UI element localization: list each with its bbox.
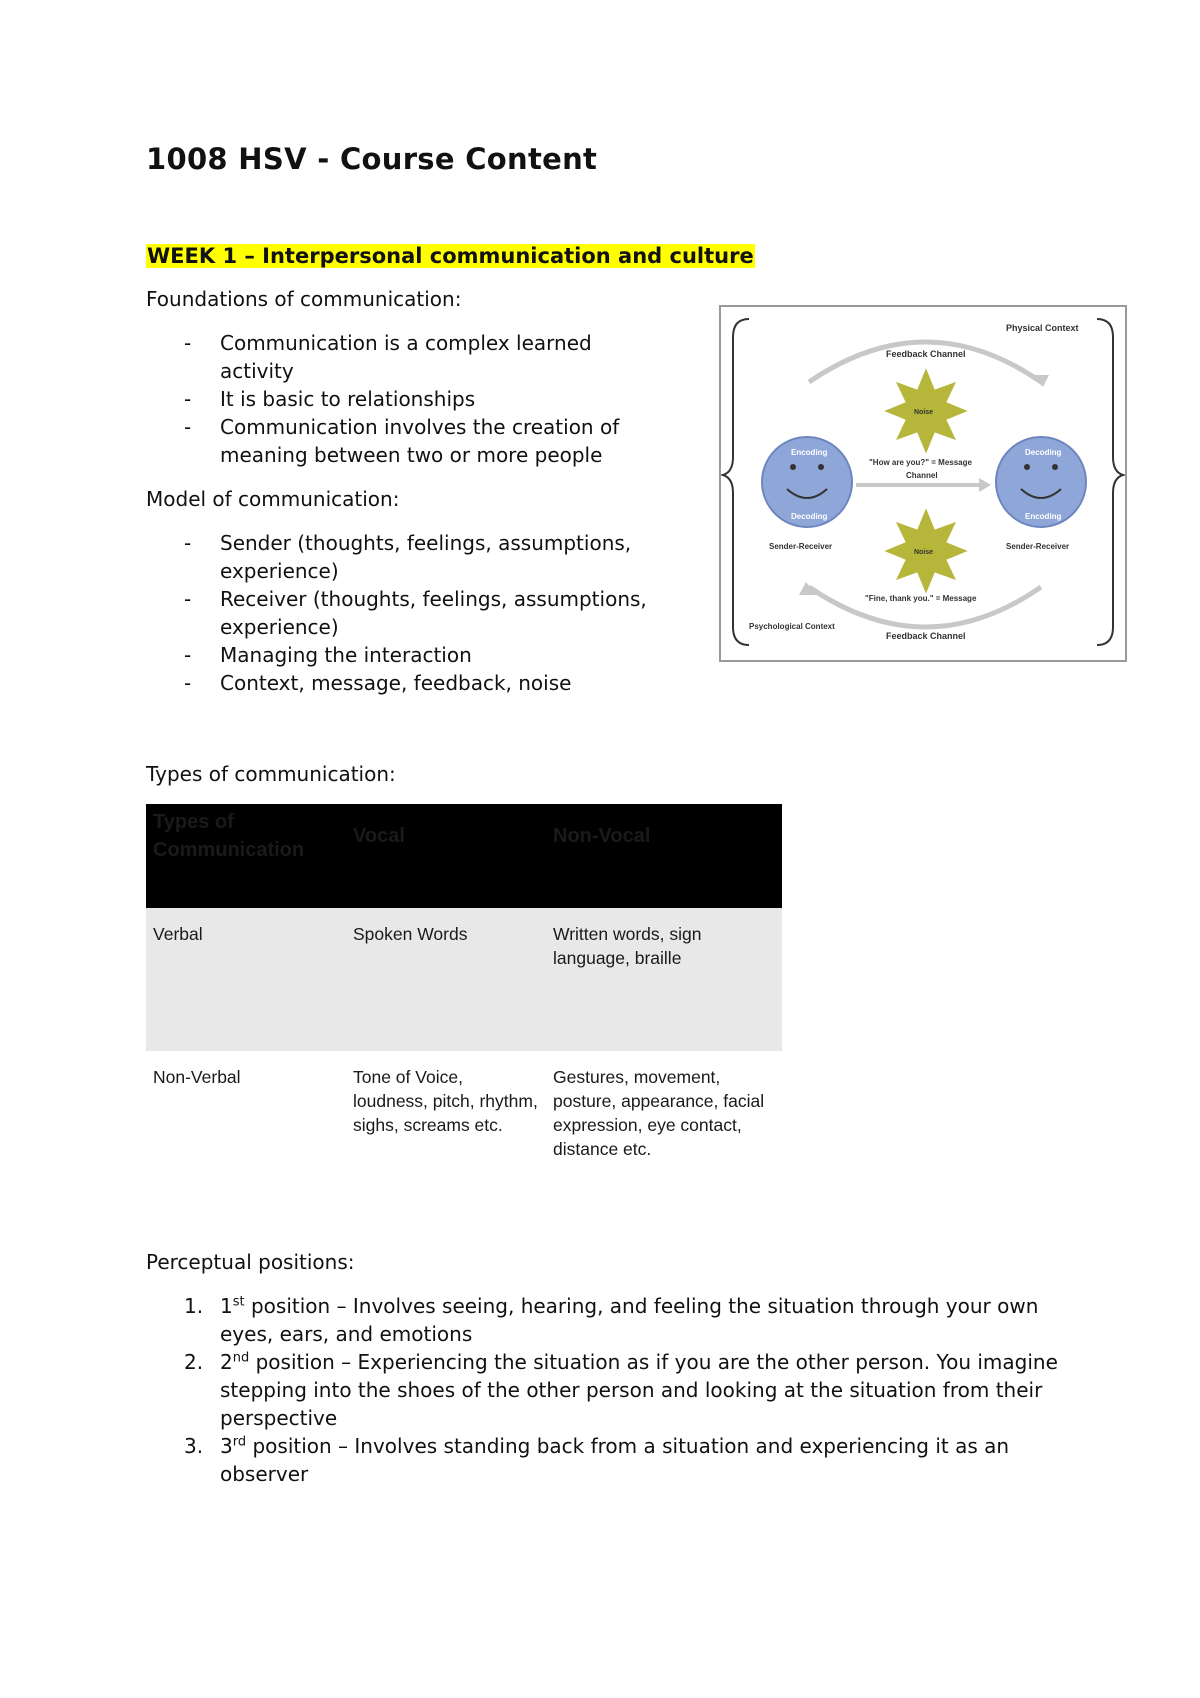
list-number: 2.	[184, 1350, 204, 1374]
perceptual-label: Perceptual positions:	[146, 1250, 355, 1274]
psychological-context-label: Psychological Context	[749, 622, 835, 631]
right-encoding-label: Encoding	[1025, 512, 1062, 521]
message-channel-label: Channel	[906, 471, 938, 480]
ordinal-suffix: st	[232, 1294, 245, 1310]
sender-receiver-right-label: Sender-Receiver	[1006, 542, 1070, 551]
ordinal-suffix: rd	[232, 1434, 247, 1450]
right-decoding-label: Decoding	[1025, 448, 1062, 457]
table-header-cell: Types of Communication	[153, 811, 305, 861]
table-cell: Verbal	[153, 924, 203, 944]
sender-receiver-left-label: Sender-Receiver	[769, 542, 833, 551]
arrowhead-icon	[1031, 375, 1049, 387]
table-header-cell: Vocal	[353, 825, 405, 847]
table-cell: Spoken Words	[353, 924, 468, 944]
list-item: - Managing the interaction	[146, 641, 706, 669]
model-label: Model of communication:	[146, 487, 400, 511]
list-item	[146, 1348, 1076, 1432]
left-encoding-label: Encoding	[791, 448, 828, 457]
table-row	[146, 1051, 782, 1179]
table-cell: Non-Verbal	[153, 1067, 241, 1087]
item-text: position – Involves standing back from a situation and experiencing it as an observer	[220, 1434, 1010, 1486]
list-item: - Context, message, feedback, noise	[146, 669, 706, 697]
table-cell: Gestures, movement, posture, appearance, facial expression, eye contact, distance etc.	[553, 1067, 765, 1159]
table-row	[146, 908, 782, 1051]
perceptual-list	[146, 1292, 1076, 1488]
list-item	[146, 1432, 1076, 1488]
list-item: - Communication involves the creation of meaning between two or more people	[146, 413, 666, 469]
feedback-channel-top-label: Feedback Channel	[886, 349, 966, 359]
communication-model-diagram	[719, 305, 1127, 662]
table-cell: Tone of Voice, loudness, pitch, rhythm, sighs, screams etc.	[353, 1067, 538, 1135]
ordinal: 3	[220, 1434, 233, 1458]
ordinal-suffix: nd	[232, 1350, 250, 1366]
message-bottom-label: "Fine, thank you." = Message	[865, 594, 977, 603]
item-text: position – Experiencing the situation as if you are the other person. You imagine stepping into the shoes of the other person and looking at the situation from their perspective	[220, 1350, 1058, 1430]
list-item	[146, 1292, 1076, 1348]
types-of-communication-table	[146, 804, 782, 1179]
list-number: 1.	[184, 1294, 204, 1318]
list-item: - Communication is a complex learned activity	[146, 329, 666, 385]
list-item: - Sender (thoughts, feelings, assumptions, experience)	[146, 529, 706, 585]
foundations-label: Foundations of communication:	[146, 287, 462, 311]
ordinal: 2	[220, 1350, 233, 1374]
physical-context-label: Physical Context	[1006, 323, 1079, 333]
arrowhead-icon	[979, 478, 991, 492]
item-text: position – Involves seeing, hearing, and feeling the situation through your own eyes, ears, and emotions	[220, 1294, 1039, 1346]
table-header-row	[146, 804, 782, 908]
noise-bottom-label: Noise	[914, 549, 934, 556]
message-top-label: "How are you?" = Message	[869, 458, 972, 467]
list-item: - It is basic to relationships	[146, 385, 666, 413]
model-list	[146, 529, 706, 697]
foundations-list	[146, 329, 666, 469]
ordinal: 1	[220, 1294, 233, 1318]
week-1-heading: WEEK 1 – Interpersonal communication and culture	[147, 244, 754, 268]
table-header-cell: Non-Vocal	[553, 825, 651, 847]
types-label: Types of communication:	[146, 762, 396, 786]
left-decoding-label: Decoding	[791, 512, 828, 521]
feedback-channel-bottom-label: Feedback Channel	[886, 631, 966, 641]
left-brace	[723, 319, 749, 645]
table-cell: Written words, sign language, braille	[553, 924, 702, 968]
page-title: 1008 HSV - Course Content	[146, 142, 598, 176]
list-number: 3.	[184, 1434, 204, 1458]
noise-top-label: Noise	[914, 409, 934, 416]
right-brace	[1097, 319, 1123, 645]
list-item: - Receiver (thoughts, feelings, assumptions, experience)	[146, 585, 706, 641]
